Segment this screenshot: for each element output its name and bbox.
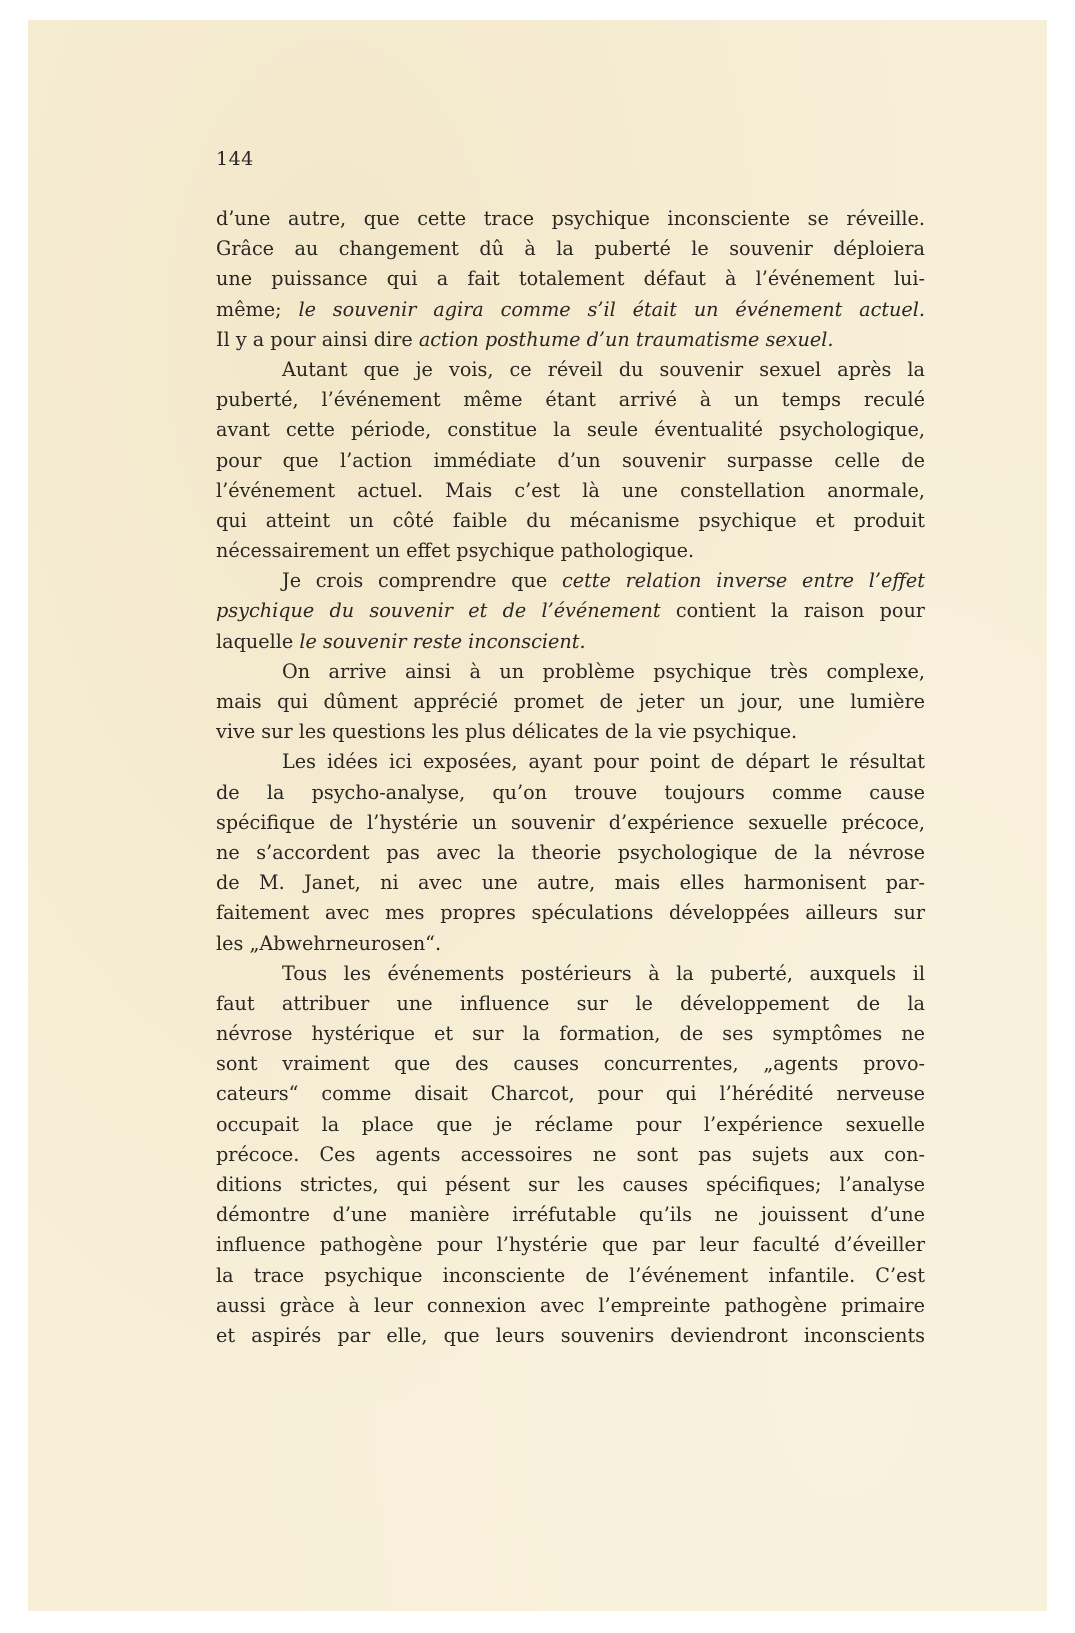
text-run: avant cette période, constitue la seule éventualité psychologique, — [216, 418, 925, 442]
text-run: même; — [216, 297, 299, 321]
text-line — [216, 959, 925, 989]
text-line — [216, 355, 925, 385]
body-text — [216, 204, 925, 1351]
text-line — [216, 627, 925, 657]
text-run: qui atteint un côté faible du mécanisme psychique et produit — [216, 508, 925, 532]
text-line — [216, 1079, 925, 1109]
text-line — [216, 838, 925, 868]
text-run: de M. Janet, ni avec une autre, mais elles harmonisent par- — [216, 871, 925, 895]
text-line — [216, 446, 925, 476]
text-line — [216, 1170, 925, 1200]
text-run: Les idées ici exposées, ayant pour point de départ le résultat — [282, 750, 925, 774]
text-run: l’événement actuel. Mais c’est là une constellation anormale, — [216, 478, 925, 502]
text-line — [216, 929, 925, 959]
text-run: occupait la place que je réclame pour l’expérience sexuelle — [216, 1112, 925, 1136]
text-run: mais qui dûment apprécié promet de jeter un jour, une lumière — [216, 690, 925, 713]
text-line — [216, 415, 925, 445]
text-run: faitement avec mes propres spéculations développées ailleurs sur — [216, 901, 925, 925]
text-run: influence pathogène pour l’hystérie que par leur faculté d’éveiller — [216, 1233, 925, 1257]
text-run: de la psycho-analyse, qu’on trouve toujours comme cause — [216, 780, 925, 804]
text-run: nécessairement un effet psychique pathologique. — [216, 539, 695, 563]
text-line — [216, 778, 925, 808]
text-line — [216, 1140, 925, 1170]
text-line — [216, 717, 925, 747]
text-run: laquelle — [216, 629, 300, 653]
text-line — [216, 385, 925, 415]
text-line — [216, 1200, 925, 1230]
italic-text: le souvenir reste inconscient. — [299, 629, 586, 653]
text-run: spécifique de l’hystérie un souvenir d’expérience sexuelle précoce, — [216, 810, 925, 834]
text-run: faut attribuer une influence sur le développement de la — [216, 991, 925, 1015]
text-run: démontre d’une manière irréfutable qu’ils ne jouissent d’une — [216, 1203, 925, 1227]
text-line — [216, 747, 925, 777]
text-line — [216, 264, 925, 294]
text-run: ne s’accordent pas avec la theorie psychologique de la névrose — [216, 840, 925, 864]
text-run: On arrive ainsi à un problème psychique très complexe, — [282, 659, 925, 683]
text-line — [216, 234, 925, 264]
text-run: Grâce au changement dû à la puberté le souvenir déploiera — [216, 237, 925, 261]
text-line — [216, 1049, 925, 1079]
text-run: Il y a pour ainsi dire — [216, 327, 419, 351]
text-run: et aspirés par elle, que leurs souvenirs deviendront inconscients — [216, 1323, 925, 1347]
text-line — [216, 536, 925, 566]
text-line — [216, 596, 925, 626]
italic-text: action posthume d’un traumatisme sexuel. — [418, 327, 834, 351]
text-run: la trace psychique inconsciente de l’événement infantile. C’est — [216, 1263, 925, 1287]
text-run: Tous les événements postérieurs à la puberté, auxquels il — [282, 961, 925, 985]
italic-text: le souvenir agira comme s’il était un événement actuel. — [298, 297, 925, 321]
text-line — [216, 898, 925, 928]
text-run: une puissance qui a fait totalement défaut à l’événement lui- — [216, 267, 925, 291]
text-line — [216, 295, 925, 325]
text-run: contient la raison pour — [660, 599, 925, 623]
page-number: 144 — [216, 148, 254, 170]
text-line — [216, 1110, 925, 1140]
text-line — [216, 566, 925, 596]
italic-text: psychique du souvenir et de l’événement — [216, 599, 661, 623]
text-run: puberté, l’événement même étant arrivé à un temps reculé — [216, 388, 925, 412]
text-line — [216, 325, 925, 355]
text-run: aussi gràce à leur connexion avec l’empreinte pathogène primaire — [216, 1293, 925, 1317]
text-run: ditions strictes, qui pésent sur les causes spécifiques; l’analyse — [216, 1173, 925, 1196]
text-run: Autant que je vois, ce réveil du souvenir sexuel après la — [282, 357, 925, 381]
book-page — [28, 20, 1047, 1611]
text-run: Je crois comprendre que — [282, 569, 562, 593]
text-line — [216, 1261, 925, 1291]
text-run: sont vraiment que des causes concurrentes, „agents provo- — [216, 1052, 925, 1076]
text-line — [216, 476, 925, 506]
text-line — [216, 204, 925, 234]
text-line — [216, 1019, 925, 1049]
text-line — [216, 506, 925, 536]
text-line — [216, 1230, 925, 1260]
text-line — [216, 1321, 925, 1351]
text-line — [216, 687, 925, 717]
text-line — [216, 1291, 925, 1321]
text-run: cateurs“ comme disait Charcot, pour qui l’hérédité nerveuse — [216, 1082, 925, 1106]
text-line — [216, 868, 925, 898]
text-run: les „Abwehrneurosen“. — [216, 931, 442, 955]
text-line — [216, 657, 925, 687]
italic-text: cette relation inverse entre l’effet — [561, 569, 925, 593]
text-run: névrose hystérique et sur la formation, de ses symptômes ne — [216, 1022, 925, 1046]
text-run: pour que l’action immédiate d’un souvenir surpasse celle de — [216, 448, 925, 472]
text-run: d’une autre, que cette trace psychique inconsciente se réveille. — [216, 207, 925, 230]
text-line — [216, 808, 925, 838]
text-run: précoce. Ces agents accessoires ne sont pas sujets aux con- — [216, 1142, 925, 1166]
text-line — [216, 989, 925, 1019]
text-run: vive sur les questions les plus délicates de la vie psychique. — [216, 720, 798, 744]
